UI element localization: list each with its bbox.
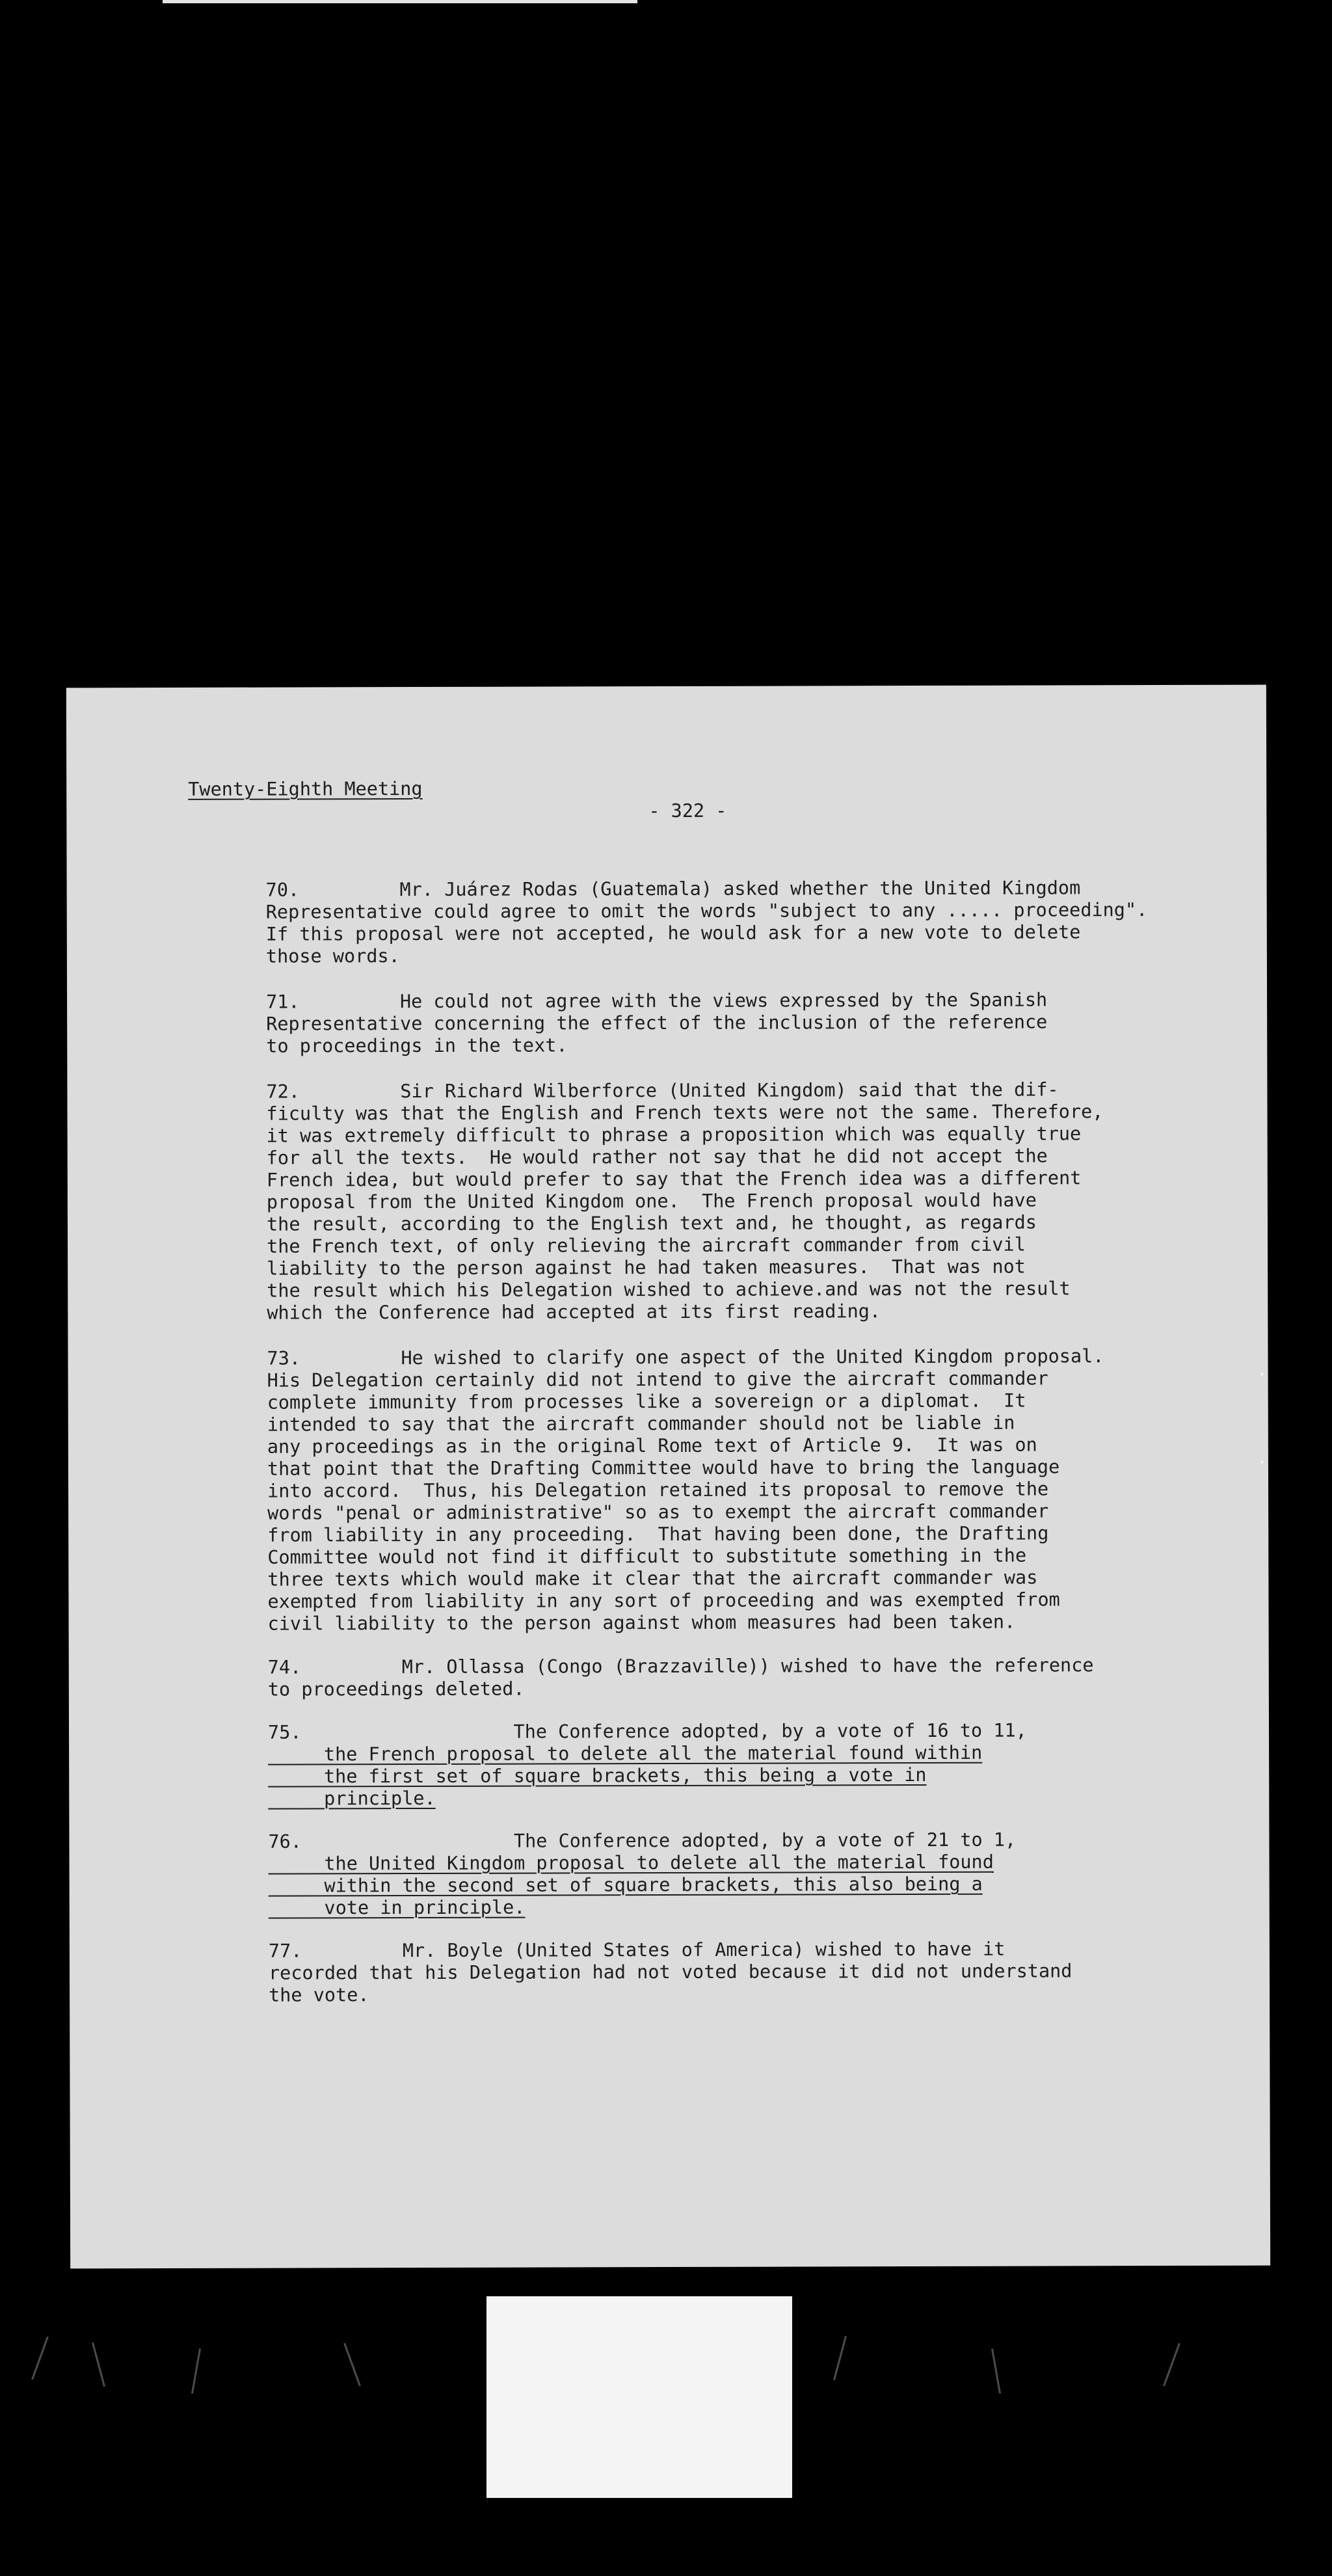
text-line: proposal from the United Kingdom one. The French proposal would have — [266, 1189, 1037, 1213]
text-line: words "penal or administrative" so as to exempt the aircraft commander — [267, 1500, 1049, 1524]
text-line: the vote. — [269, 1984, 369, 2006]
film-scratch — [1163, 2343, 1180, 2387]
film-scratch — [31, 2337, 49, 2380]
film-scratch — [991, 2348, 1001, 2393]
text-line: 75. The Conference adopted, by a vote of 16 to 11, — [267, 1719, 1027, 1743]
text-line: principle. — [268, 1787, 436, 1810]
text-line: from liability in any proceeding. That having been done, the Drafting — [267, 1522, 1049, 1546]
text-line: to proceedings deleted. — [267, 1678, 525, 1700]
text-line: French idea, but would prefer to say that the French idea was a different — [266, 1167, 1082, 1191]
text-line: liability to the person against he had taken measures. That was not — [267, 1255, 1026, 1280]
text-line: the result which his Delegation wished to achieve.and was not the result — [267, 1278, 1071, 1302]
text-line: three texts which would make it clear that the aircraft commander was — [267, 1566, 1038, 1590]
document-page — [66, 685, 1270, 2269]
edge-mark — [1260, 1460, 1264, 1464]
film-scratch — [191, 2348, 201, 2393]
text-line: it was extremely difficult to phrase a proposition which was equally true — [266, 1123, 1082, 1147]
text-line: the first set of square brackets, this being a vote in — [268, 1764, 927, 1788]
text-line: the French text, of only relieving the aircraft commander from civil — [267, 1233, 1026, 1257]
text-line: for all the texts. He would rather not say that he did not accept the — [266, 1145, 1048, 1169]
text-line: to proceedings in the text. — [266, 1034, 568, 1057]
film-scratch — [833, 2336, 847, 2380]
text-line: His Delegation certainly did not intend to give the aircraft commander — [267, 1367, 1048, 1391]
text-line: Committee would not find it difficult to substitute something in the — [267, 1544, 1027, 1568]
text-line: vote in principle. — [268, 1896, 526, 1919]
text-line: civil liability to the person against whom measures had been taken. — [267, 1611, 1016, 1635]
text-line: the United Kingdom proposal to delete all the material found — [268, 1851, 994, 1875]
paper-slip — [486, 2296, 792, 2498]
text-line: If this proposal were not accepted, he would ask for a new vote to delete — [265, 921, 1081, 945]
film-scratch — [343, 2343, 361, 2387]
text-line: recorded that his Delegation had not voted because it did not understand — [268, 1960, 1072, 1984]
text-line: ficulty was that the English and French texts were not the same. Therefore, — [266, 1101, 1104, 1125]
text-line: 71. He could not agree with the views expressed by the Spanish — [266, 989, 1048, 1013]
text-line: complete immunity from processes like a sovereign or a diplomat. It — [267, 1389, 1026, 1414]
meeting-title: Twenty-Eighth Meeting — [188, 777, 423, 800]
edge-mark — [1260, 1373, 1264, 1376]
text-line: Representative concerning the effect of the inclusion of the reference — [266, 1011, 1048, 1035]
text-line: the French proposal to delete all the material found within — [268, 1741, 983, 1765]
text-line: which the Conference had accepted at its first reading. — [267, 1300, 881, 1324]
text-line: any proceedings as in the original Rome text of Article 9. It was on — [267, 1434, 1037, 1458]
text-line: 76. The Conference adopted, by a vote of 21 to 1, — [268, 1829, 1017, 1853]
text-line: into accord. Thus, his Delegation retained its proposal to remove the — [267, 1478, 1049, 1502]
text-line: Representative could agree to omit the words "subject to any ..... proceeding". — [265, 899, 1148, 923]
film-scratch — [92, 2342, 105, 2387]
text-line: 77. Mr. Boyle (United States of America) wished to have it — [268, 1938, 1006, 1962]
text-line: those words. — [265, 945, 400, 967]
text-line: within the second set of square brackets, this also being a — [268, 1873, 983, 1897]
text-line: that point that the Drafting Committee would have to bring the language — [267, 1456, 1060, 1480]
text-line: exempted from liability in any sort of proceeding and was exempted from — [267, 1589, 1060, 1613]
text-line: 73. He wished to clarify one aspect of the United Kingdom proposal. — [267, 1345, 1104, 1369]
text-line: the result, according to the English text and, he thought, as regards — [266, 1211, 1037, 1235]
text-line: 70. Mr. Juárez Rodas (Guatemala) asked whether the United Kingdom — [265, 877, 1081, 901]
page-number: - 322 - — [648, 799, 727, 822]
film-edge-strip — [163, 0, 637, 3]
text-line: 72. Sir Richard Wilberforce (United Kingdom) said that the dif- — [266, 1079, 1059, 1103]
text-line: 74. Mr. Ollassa (Congo (Brazzaville)) wished to have the reference — [267, 1654, 1094, 1678]
text-line: intended to say that the aircraft commander should not be liable in — [267, 1412, 1015, 1436]
